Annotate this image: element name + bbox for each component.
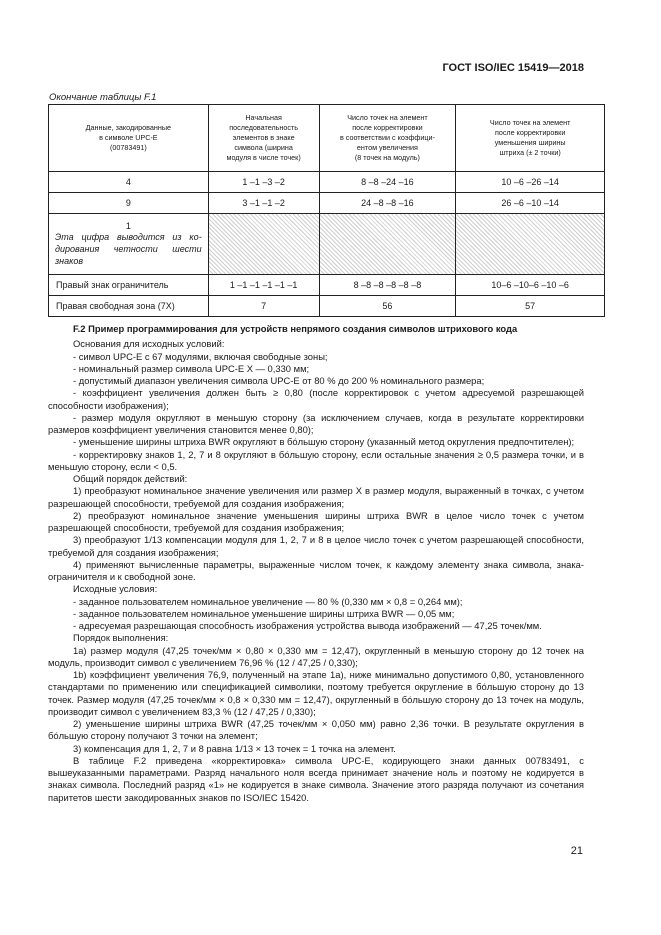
row-label: Правая свободная зона (7X) [49, 296, 209, 317]
table-cell: 3 –1 –1 –2 [208, 193, 319, 214]
paragraph: В таблице F.2 приведена «корректировка» символа UPC-E, кодирующего знаки данных 00783491, с вышеуказанными параметрами. Разряд начального ноля всегда принимает значение ноль и поэтому не кодируется в знаках символа. Последний разряд «1» не кодируется в знаке символа. Значение этого разряда получают из сочетания паритетов шести закодированных знаков по ISO/IEC 15420. [48, 754, 584, 803]
table-row-note [49, 214, 605, 275]
section-title: F.2 Пример программирования для устройств непрямого создания символов штрихового кода [73, 323, 518, 334]
table-cell: 26 –6 –10 –14 [456, 193, 605, 214]
table-row [49, 275, 605, 296]
data-table [48, 104, 605, 317]
hatched-cell [456, 214, 605, 275]
table-cell: 8 –8 –8 –8 –8 –8 [319, 275, 456, 296]
paragraph: 3) преобразуют 1/13 компенсации модуля для 1, 2, 7 и 8 в целое число точек с учетом разрешающей способности, требуемой для создания изображения; [48, 534, 584, 558]
page-number: 21 [570, 845, 583, 857]
table-cell: 10 –6 –26 –14 [456, 172, 605, 193]
paragraph: - заданное пользователем номинальное увеличение — 80 % (0,330 мм × 0,8 = 0,264 мм); [73, 595, 463, 607]
note-line: знаков [55, 256, 84, 266]
table-cell: 8 –8 –24 –16 [319, 172, 456, 193]
paragraph: 4) применяют вычисленные параметры, выраженные числом точек, к каждому элементу знака символа, знака-ограничителя и к свободной зоне. [48, 558, 584, 582]
table-cell: 4 [49, 172, 209, 193]
paragraph: Основания для исходных условий: [73, 338, 225, 350]
header-cell: Число точек на элемент после корректировки уменьшения ширины штриха (± 2 точки) [456, 105, 605, 172]
table-cell: 24 –8 –8 –16 [319, 193, 456, 214]
table-row [49, 172, 605, 193]
table-cell: 9 [49, 193, 209, 214]
table-row [49, 296, 605, 317]
paragraph: Исходные условия: [73, 583, 158, 595]
paragraph: - номинальный размер символа UPC-E X — 0,330 мм; [73, 362, 310, 374]
header-cell: Данные, закодированные в символе UPC-E (00783491) [49, 105, 209, 172]
paragraph: - уменьшение ширины штриха BWR округляют в бóльшую сторону (указанный метод округления предпочтителен); [73, 436, 575, 448]
header-cell: Число точек на элемент после корректировки в соответствии с коэффици- ентом увеличения (8 точек на модуль) [319, 105, 456, 172]
hatched-cell [208, 214, 319, 275]
paragraph: Общий порядок действий: [73, 473, 188, 484]
paragraph: 1a) размер модуля (47,25 точек/мм × 0,80 × 0,330 мм = 12,47), округленный в меньшую сторону до 12 точек на модуль, производит символ с увеличением 76,96 % (12 / 47,25 / 0,330); [48, 644, 584, 668]
table-header-row [49, 105, 605, 172]
note-line: дирования четности шести [55, 244, 202, 254]
header-cell: Начальная последовательность элементов в знаке символа (ширина модуля в числе точек) [208, 105, 319, 172]
table-cell: 56 [319, 296, 456, 317]
paragraph: - размер модуля округляют в меньшую сторону (за исключением случаев, когда в результате корректировки размеров коэффициент увеличения становится менее 0,80); [48, 411, 584, 435]
paragraph: - допустимый диапазон увеличения символа UPC-E от 80 % до 200 % номинального размера; [73, 375, 485, 386]
hatched-cell [319, 214, 456, 275]
note-cell [49, 214, 209, 275]
table-caption: Окончание таблицы F.1 [49, 92, 157, 103]
body-text [48, 323, 584, 804]
note-line: Эта цифра выводится из ко- [55, 232, 202, 242]
table-cell: 7 [208, 296, 319, 317]
table-row [49, 193, 605, 214]
paragraph: 2) преобразуют номинальное значение уменьшения ширины штриха BWR в целое число точек с учетом разрешающей способности, требуемой для создания изображения; [48, 509, 584, 533]
table-cell: 57 [456, 296, 605, 317]
paragraph: - заданное пользователем номинальное уменьшение ширины штриха BWR — 0,05 мм; [73, 607, 455, 619]
paragraph: - символ UPC-E с 67 модулями, включая свободные зоны; [73, 350, 328, 362]
note-number: 1 [125, 221, 131, 231]
row-label: Правый знак ограничитель [49, 275, 209, 296]
paragraph: 3) компенсация для 1, 2, 7 и 8 равна 1/13 × 13 точек = 1 точка на элемент. [73, 742, 396, 754]
paragraph: 2) уменьшение ширины штриха BWR (47,25 точек/мм × 0,050 мм) равно 2,36 точки. В результате округления в бóльшую сторону получают 3 точки на элемент; [48, 718, 584, 742]
paragraph: 1) преобразуют номинальное значение увеличения или размер X в размер модуля, выраженный в точках, с учетом разрешающей способности, требуемой для создания изображения; [48, 485, 584, 509]
paragraph: 1b) коэффициент увеличения 76,9, полученный на этапе 1a), ниже минимально допустимого 0,80, установленного стандартами по применению или спецификацией символики, поэтому требуется округление в бóльшую сторону до 13 точек. Размер модуля (47,25 точек/мм × 0,8 × 0,330 мм = 12,47), округленный в бóльшую сторону до 13 точек на модуль, производит символ с увеличением 83,3 % (12 / 47,25 / 0,330); [48, 669, 584, 717]
paragraph: - корректировку знаков 1, 2, 7 и 8 округляют в бóльшую сторону, если остальные значения ≥ 0,5 размера точки, и в меньшую сторону, если < 0,5. [48, 448, 584, 472]
document-header: ГОСТ ISO/IEC 15419—2018 [442, 62, 584, 74]
paragraph: - адресуемая разрешающая способность изображения устройства вывода изображений — 47,25 точек/мм. [73, 620, 542, 631]
table-cell: 1 –1 –3 –2 [208, 172, 319, 193]
table-cell: 1 –1 –1 –1 –1 –1 [208, 275, 319, 296]
table-cell: 10–6 –10–6 –10 –6 [456, 275, 605, 296]
paragraph: - коэффициент увеличения должен быть ≥ 0,80 (после корректировок с учетом адресуемой разрешающей способности изображения); [48, 387, 584, 411]
paragraph: Порядок выполнения: [73, 632, 169, 644]
